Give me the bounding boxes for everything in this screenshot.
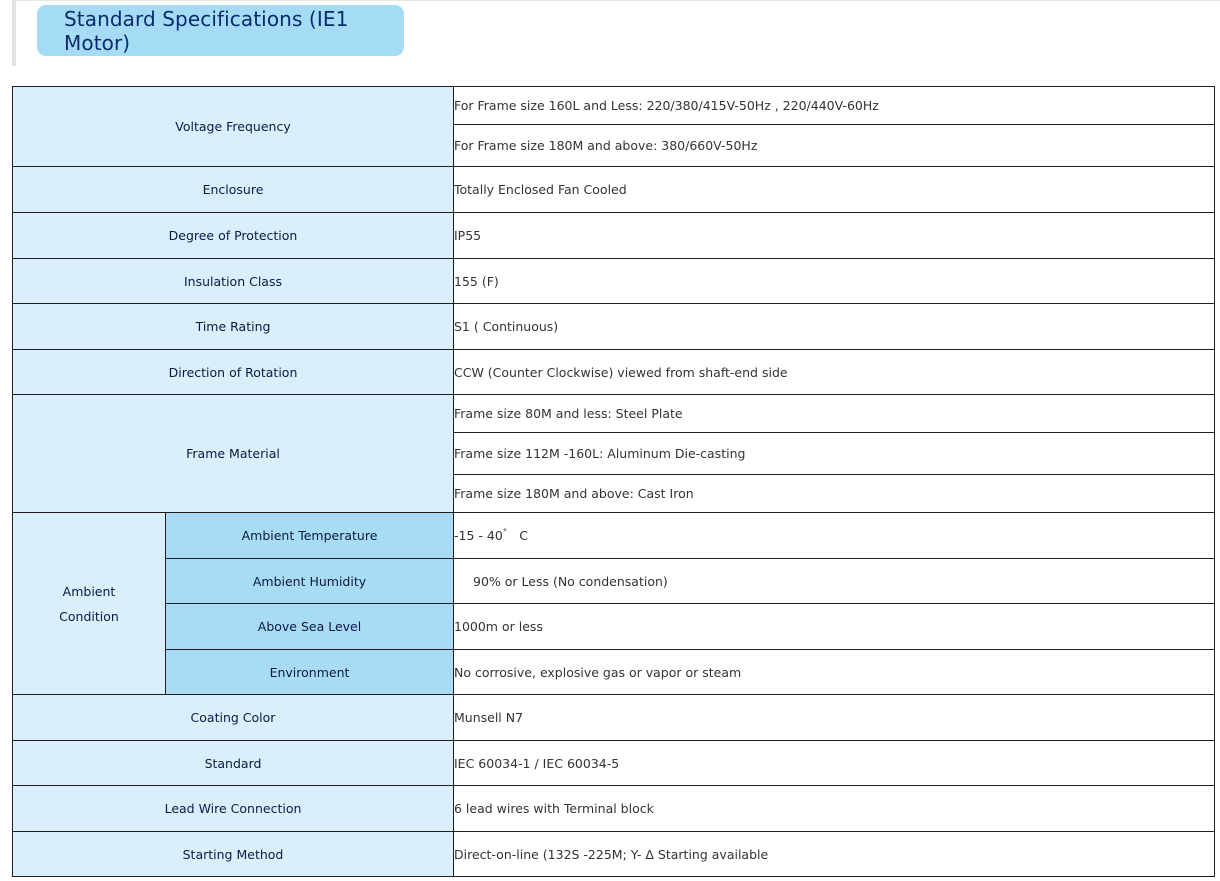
voltage-frequency-value-2: For Frame size 180M and above: 380/660V-50Hz: [454, 125, 1215, 167]
temperature-range: -15 - 40: [454, 528, 503, 544]
frame-material-value-2: Frame size 112M -160L: Aluminum Die-casting: [454, 433, 1215, 475]
table-row: [13, 213, 1215, 259]
frame-material-value-1: Frame size 80M and less: Steel Plate: [454, 395, 1215, 433]
frame-material-value-3: Frame size 180M and above: Cast Iron: [454, 475, 1215, 513]
table-row: [13, 741, 1215, 786]
coating-color-value: Munsell N7: [454, 695, 1215, 741]
left-accent-rule: [12, 0, 16, 66]
sea-level-label: Above Sea Level: [166, 604, 454, 650]
ambient-humidity-label: Ambient Humidity: [166, 559, 454, 604]
ambient-condition-label: [13, 513, 166, 695]
time-rating-value: S1 ( Continuous): [454, 304, 1215, 350]
degree-symbol: °: [502, 527, 508, 538]
table-row: [13, 259, 1215, 304]
standard-label: Standard: [13, 741, 454, 786]
table-row: [13, 304, 1215, 350]
environment-label: Environment: [166, 650, 454, 695]
insulation-value: 155 (F): [454, 259, 1215, 304]
lead-wire-value: 6 lead wires with Terminal block: [454, 786, 1215, 832]
enclosure-value: Totally Enclosed Fan Cooled: [454, 167, 1215, 213]
ambient-humidity-value: 90% or Less (No condensation): [454, 559, 1215, 604]
insulation-label: Insulation Class: [13, 259, 454, 304]
top-divider: [12, 0, 1220, 1]
lead-wire-label: Lead Wire Connection: [13, 786, 454, 832]
temperature-unit: C: [519, 528, 528, 544]
table-row: [13, 559, 1215, 604]
ambient-condition-label-line2: Condition: [59, 608, 119, 624]
table-row: [13, 167, 1215, 213]
ambient-temperature-value: [454, 513, 1215, 559]
enclosure-label: Enclosure: [13, 167, 454, 213]
time-rating-label: Time Rating: [13, 304, 454, 350]
table-row: [13, 650, 1215, 695]
protection-value: IP55: [454, 213, 1215, 259]
table-row: [13, 350, 1215, 395]
environment-value: No corrosive, explosive gas or vapor or steam: [454, 650, 1215, 695]
page-title: Standard Specifications (IE1 Motor): [64, 6, 349, 55]
ambient-temperature-label: Ambient Temperature: [166, 513, 454, 559]
table-row: [13, 87, 1215, 125]
voltage-frequency-label: Voltage Frequency: [13, 87, 454, 167]
voltage-frequency-value-1: For Frame size 160L and Less: 220/380/415V-50Hz , 220/440V-60Hz: [454, 87, 1215, 125]
table-row: [13, 695, 1215, 741]
rotation-value: CCW (Counter Clockwise) viewed from shaft-end side: [454, 350, 1215, 395]
ambient-condition-label-line1: Ambient: [62, 583, 116, 599]
table-row: [13, 786, 1215, 832]
starting-method-value: Direct-on-line (132S -225M; Y- Δ Starting available: [454, 832, 1215, 877]
table-row: [13, 513, 1215, 559]
standard-value: IEC 60034-1 / IEC 60034-5: [454, 741, 1215, 786]
rotation-label: Direction of Rotation: [13, 350, 454, 395]
protection-label: Degree of Protection: [13, 213, 454, 259]
title-badge: [37, 5, 404, 56]
spec-table: [12, 86, 1215, 877]
coating-color-label: Coating Color: [13, 695, 454, 741]
table-row: [13, 832, 1215, 877]
starting-method-label: Starting Method: [13, 832, 454, 877]
table-row: [13, 395, 1215, 433]
table-row: [13, 604, 1215, 650]
frame-material-label: Frame Material: [13, 395, 454, 513]
sea-level-value: 1000m or less: [454, 604, 1215, 650]
